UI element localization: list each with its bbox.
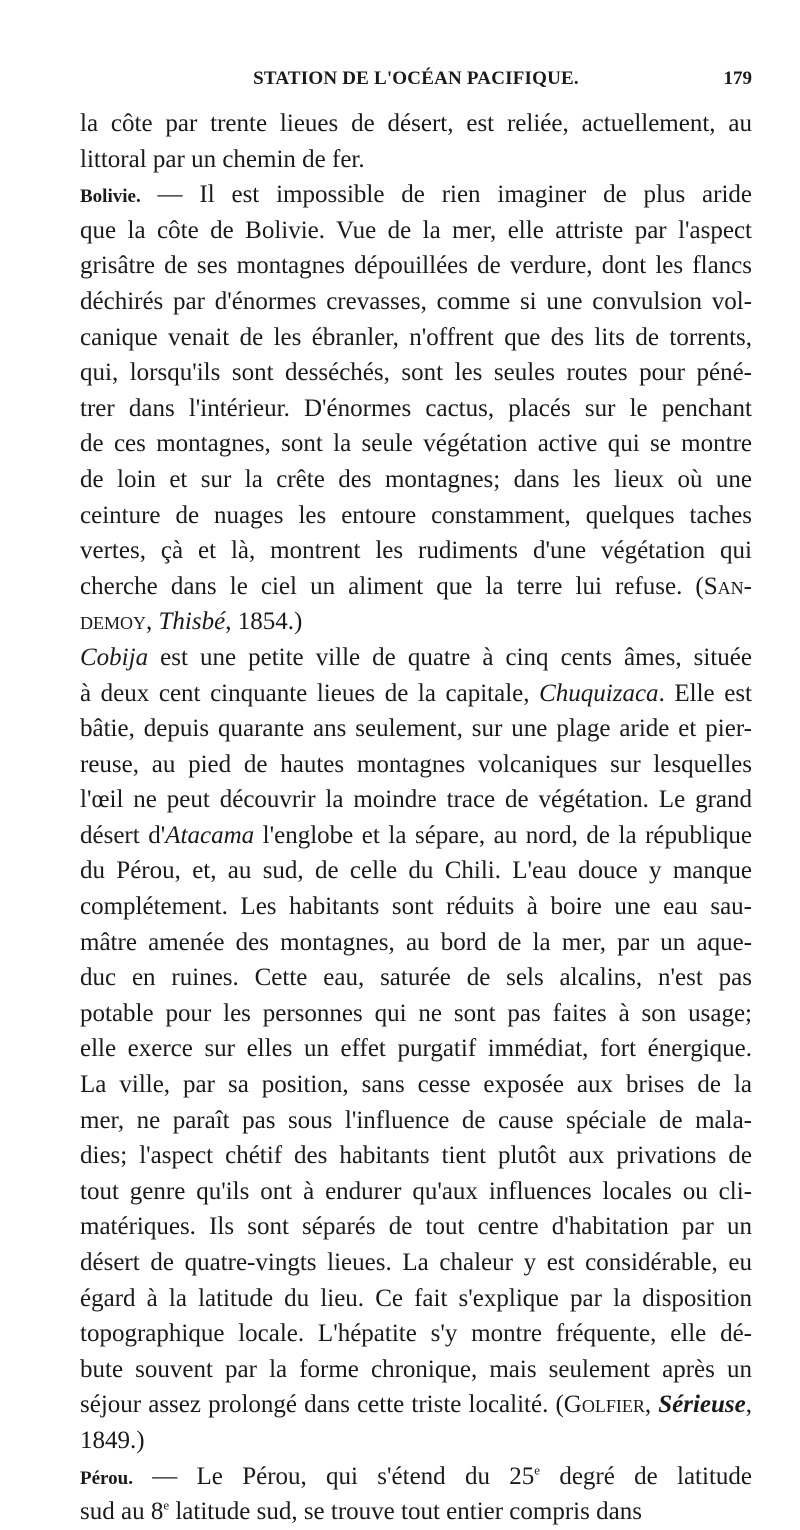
text-run: de ces montagnes, sont la seule végétation active qui se montre [80, 430, 752, 458]
text-run: l'englobe et la sépare, au nord, de la république [254, 821, 753, 849]
text-line [80, 142, 752, 178]
text-line [80, 818, 752, 854]
text-line [80, 1316, 752, 1352]
ordinal: 8e [150, 1497, 170, 1526]
text-line [80, 604, 752, 640]
ordinal-suffix: e [534, 1462, 541, 1478]
text-run: vertes, çà et là, montrent les rudiments d'une végétation qui [80, 537, 752, 565]
text-line [80, 747, 752, 783]
text-run: cherche dans le ciel un aliment que la terre lui refuse. ( [80, 572, 704, 600]
text-run: séjour assez prolongé dans cette triste localité. ( [80, 1391, 564, 1419]
text-run: est une petite ville de quatre à cinq cents âmes, située [148, 643, 752, 671]
text-line [80, 1352, 752, 1388]
text-run: grisâtre de ses montagnes dépouillées de verdure, dont les flancs [80, 252, 752, 280]
ordinal: 25e [509, 1462, 541, 1490]
text-run: — Le Pérou, qui s'étend du [132, 1462, 510, 1490]
text-line [80, 711, 752, 747]
styled-text: Chuquizaca [539, 679, 659, 707]
text-run: ceinture de nuages les entoure constamment, quelques taches [80, 501, 752, 529]
text-run: désert de quatre-vingts lieues. La chaleur y est considérable, eu [80, 1249, 752, 1276]
text-line [80, 676, 752, 712]
text-run: bute souvent par la forme chronique, mais seulement après un [80, 1355, 752, 1383]
text-run: à deux cent cinquante lieues de la capitale, [80, 679, 540, 707]
styled-text: Cobija [80, 643, 149, 671]
text-line [80, 960, 752, 996]
text-run: trer dans l'intérieur. D'énormes cactus, placés sur le penchant [80, 394, 752, 422]
styled-text: Bolivie. [80, 186, 141, 208]
text-run: duc en ruines. Cette eau, saturée de sels alcalins, n'est pas [80, 964, 752, 992]
styled-text: Golfier [563, 1391, 645, 1419]
page-number: 179 [723, 68, 752, 89]
text-line [80, 177, 752, 213]
running-title: STATION DE L'OCÉAN PACIFIQUE. [253, 68, 579, 89]
text-line [80, 1174, 752, 1210]
text-run: potable pour les personnes qui ne sont pas faites à son usage; [80, 999, 752, 1027]
text-run: degré de latitude [540, 1462, 752, 1490]
styled-text: Sérieuse [658, 1391, 746, 1419]
text-line [80, 498, 752, 534]
text-run: dies; l'aspect chétif des habitants tient plutôt aux privations de [80, 1142, 752, 1170]
styled-text: Atacama [165, 821, 255, 849]
text-line [80, 426, 752, 462]
text-run: déchirés par d'énormes crevasses, comme si une convulsion vol- [80, 287, 752, 315]
text-line [80, 1245, 752, 1281]
text-line [80, 1067, 752, 1103]
styled-text: Pérou. [80, 1467, 133, 1489]
body-text [80, 106, 752, 1530]
text-run: — Il est impossible de rien imaginer de plus aride [140, 181, 752, 209]
text-run: que la côte de Bolivie. Vue de la mer, elle attriste par l'aspect [80, 216, 752, 244]
text-line [80, 462, 752, 498]
text-run: du Pérou, et, au sud, de celle du Chili. L'eau douce y manque [80, 857, 752, 885]
text-run: topographique locale. L'hépatite s'y montre fréquente, elle dé- [80, 1320, 752, 1348]
text-run: bâtie, depuis quarante ans seulement, sur une plage aride et pier- [80, 715, 752, 743]
text-run: reuse, au pied de hautes montagnes volcaniques sur lesquelles [80, 750, 752, 778]
text-line [80, 106, 752, 142]
text-line [80, 853, 752, 889]
text-line [80, 213, 752, 249]
text-run: matériques. Ils sont séparés de tout centre d'habitation par un [80, 1213, 752, 1241]
page-header [80, 68, 752, 104]
text-line [80, 1459, 752, 1495]
text-line [80, 533, 752, 569]
text-run: qui, lorsqu'ils sont desséchés, sont les seules routes pour péné- [80, 359, 752, 387]
text-line [80, 889, 752, 925]
text-run: , [745, 1391, 752, 1419]
text-run: . Elle est [658, 679, 753, 707]
styled-text: Thisbé [158, 608, 226, 636]
ordinal-suffix: e [163, 1497, 170, 1513]
text-run: sud au [80, 1498, 151, 1526]
text-run: , 1854.) [225, 608, 303, 636]
text-run: mer, ne paraît pas sous l'influence de cause spéciale de mala- [80, 1106, 752, 1134]
text-run: latitude sud, se trouve tout entier compris dans [169, 1498, 642, 1526]
text-line [80, 284, 752, 320]
text-line [80, 569, 752, 605]
text-line [80, 320, 752, 356]
text-run: de loin et sur la crête des montagnes; dans les lieux où une [80, 465, 752, 493]
text-line [80, 1103, 752, 1139]
text-run: égard à la latitude du lieu. Ce fait s'explique par la disposition [80, 1284, 752, 1312]
text-line [80, 1138, 752, 1174]
text-line [80, 248, 752, 284]
text-line [80, 1387, 752, 1423]
text-run: elle exerce sur elles un effet purgatif immédiat, fort énergique. [80, 1035, 752, 1063]
text-run: canique venait de les ébranler, n'offrent que des lits de torrents, [80, 323, 752, 351]
styled-text: San- [703, 572, 752, 600]
text-run: tout genre qu'ils ont à endurer qu'aux influences locales ou cli- [80, 1177, 752, 1205]
text-run: 1849.) [80, 1426, 145, 1454]
text-run: littoral par un chemin de fer. [80, 145, 365, 173]
text-run: La ville, par sa position, sans cesse exposée aux brises de la [80, 1071, 752, 1099]
text-line [80, 782, 752, 818]
text-line [80, 996, 752, 1032]
text-line [80, 1209, 752, 1245]
text-run: la côte par trente lieues de désert, est reliée, actuellement, au [80, 110, 752, 137]
styled-text: demoy [80, 608, 146, 636]
text-run: , [146, 608, 159, 636]
text-run: désert d' [80, 821, 166, 849]
text-run: complétement. Les habitants sont réduits à boire une eau sau- [80, 893, 752, 921]
text-run: mâtre amenée des montagnes, au bord de la mer, par un aque- [80, 928, 752, 956]
text-line [80, 925, 752, 961]
text-line [80, 1281, 752, 1317]
text-line [80, 391, 752, 427]
text-line [80, 1494, 752, 1530]
text-line [80, 355, 752, 391]
text-line [80, 640, 752, 676]
text-run: l'œil ne peut découvrir la moindre trace de végétation. Le grand [80, 786, 752, 814]
text-line [80, 1031, 752, 1067]
text-line [80, 1423, 752, 1459]
text-run: , [644, 1391, 659, 1419]
